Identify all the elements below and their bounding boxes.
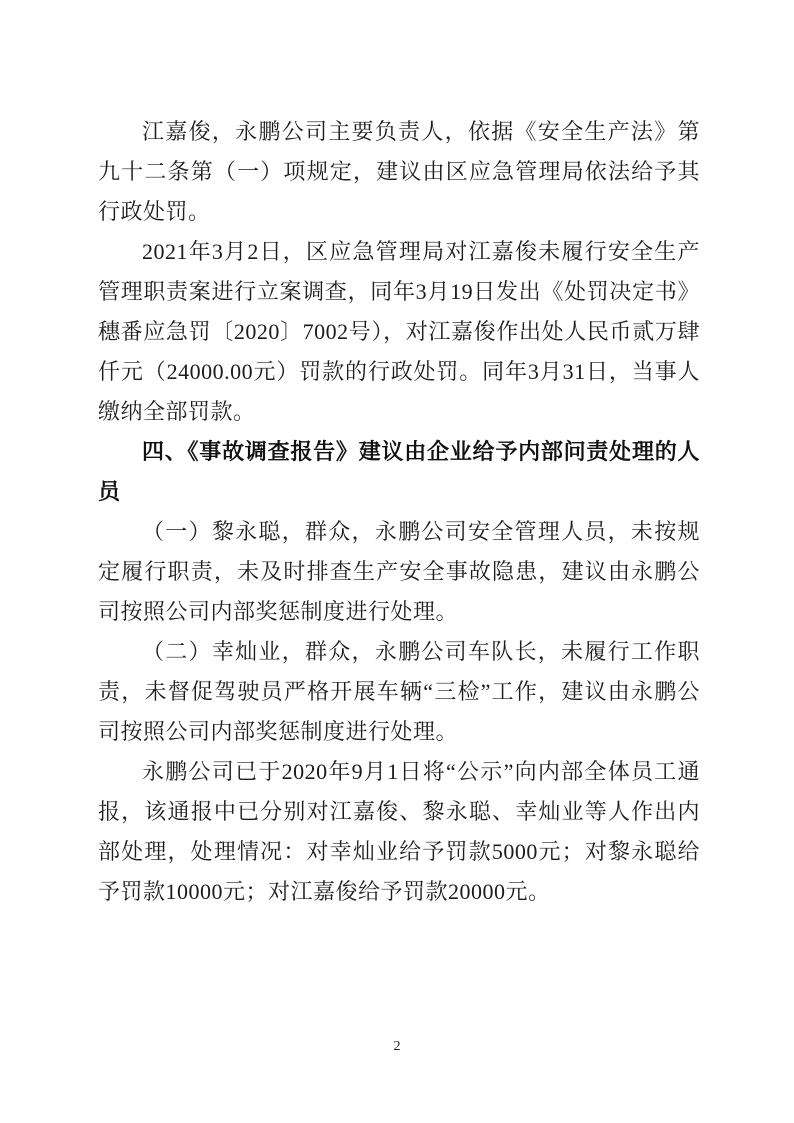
section-heading-internal-accountability: 四、《事故调查报告》建议由企业给予内部问责处理的人员	[98, 439, 700, 504]
paragraph-liability-basis: 江嘉俊，永鹏公司主要负责人，依据《安全生产法》第九十二条第（一）项规定，建议由区应急管理局依法给予其行政处罚。	[98, 119, 700, 224]
paragraph-company-notice: 永鹏公司已于2020年9月1日将“公示”向内部全体员工通报，该通报中已分别对江嘉俊、黎永聪、幸灿业等人作出内部处理，处理情况：对幸灿业给予罚款5000元；对黎永聪给予罚款10000元；对江嘉俊给予罚款20000元。	[98, 759, 700, 904]
paragraph-item-two: （二）幸灿业，群众，永鹏公司车队长，未履行工作职责，未督促驾驶员严格开展车辆“三检”工作，建议由永鹏公司按照公司内部奖惩制度进行处理。	[98, 639, 700, 744]
paragraph-penalty-decision: 2021年3月2日，区应急管理局对江嘉俊未履行安全生产管理职责案进行立案调查，同年3月19日发出《处罚决定书》穗番应急罚〔2020〕7002号），对江嘉俊作出处人民币贰万肆仟元（24000.00元）罚款的行政处罚。同年3月31日，当事人缴纳全部罚款。	[98, 239, 700, 424]
page-number: 2	[393, 1039, 401, 1054]
paragraph-item-one: （一）黎永聪，群众，永鹏公司安全管理人员，未按规定履行职责，未及时排查生产安全事故隐患，建议由永鹏公司按照公司内部奖惩制度进行处理。	[98, 519, 700, 624]
document-body	[98, 112, 700, 912]
